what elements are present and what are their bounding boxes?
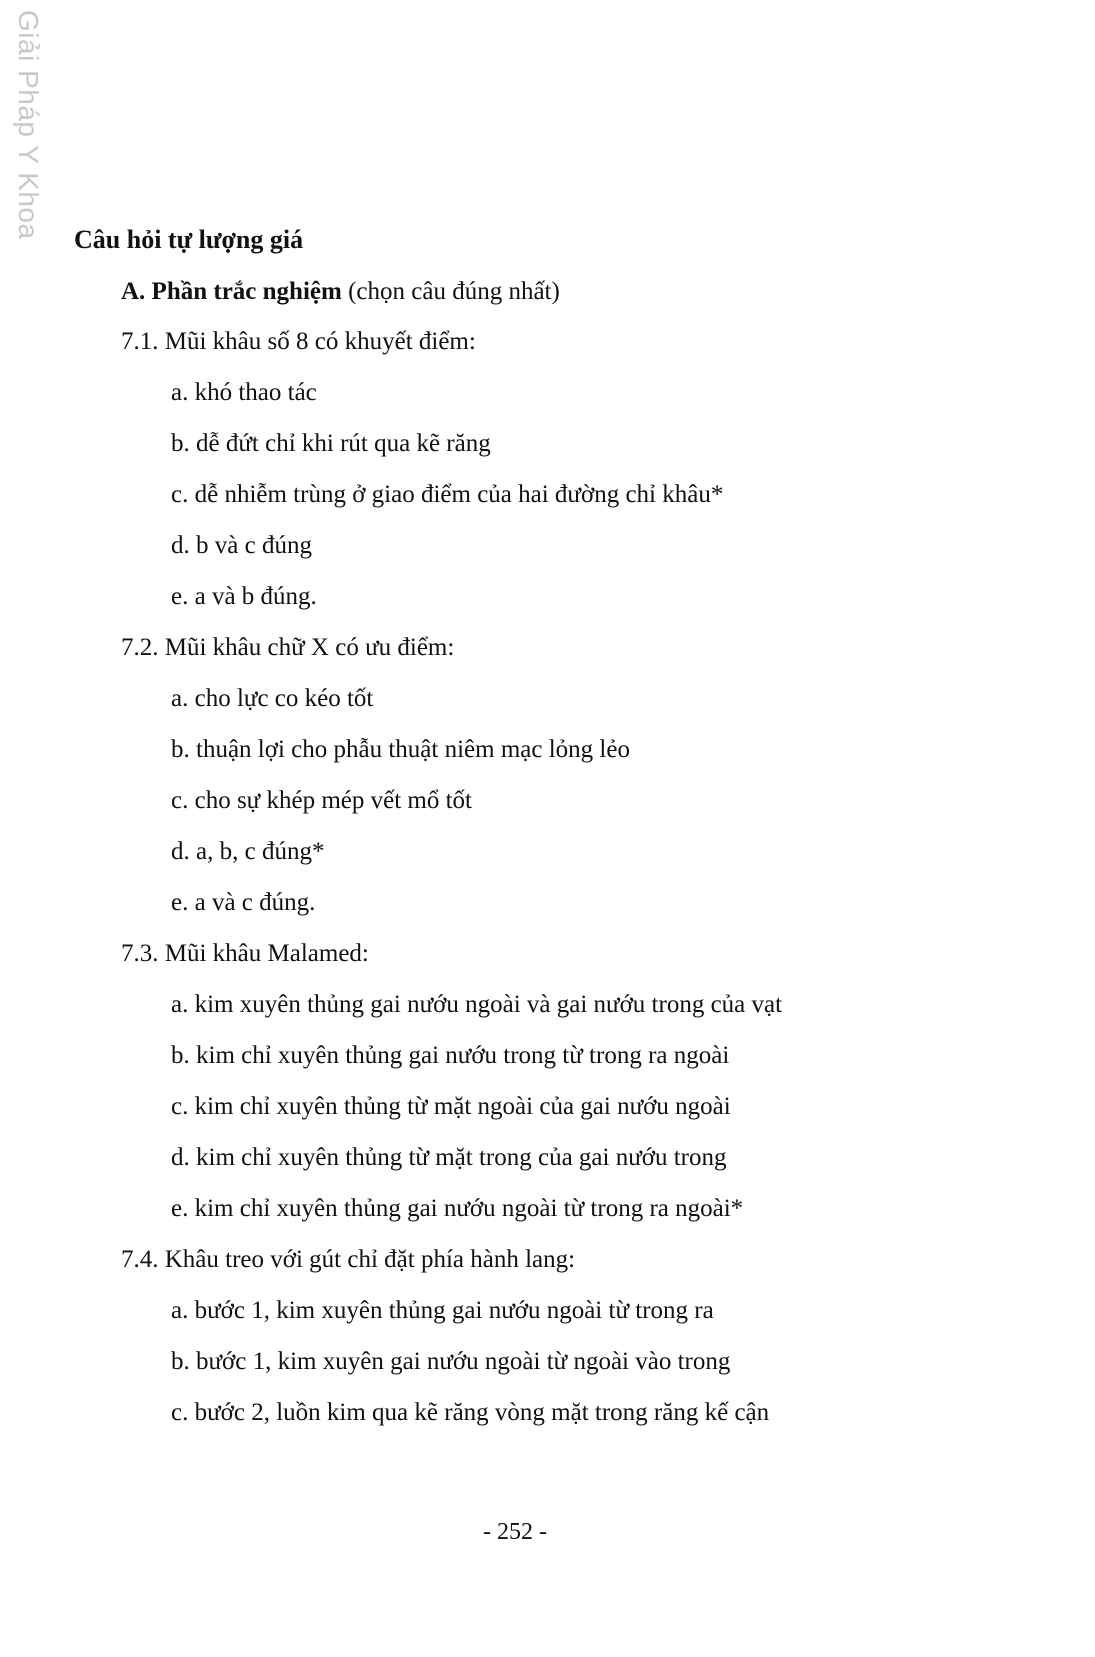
section-title: [121, 277, 560, 307]
question-7-1-option-a: a. khó thao tác: [171, 379, 317, 406]
page-heading: Câu hỏi tự lượng giá: [74, 225, 304, 254]
question-7-4: 7.4. Khâu treo với gút chỉ đặt phía hành lang:: [121, 1246, 576, 1273]
page-number: - 252 -: [483, 1519, 547, 1545]
question-7-3: 7.3. Mũi khâu Malamed:: [121, 940, 369, 967]
question-7-1: 7.1. Mũi khâu số 8 có khuyết điểm:: [121, 328, 476, 355]
question-7-3-option-b: b. kim chỉ xuyên thủng gai nướu trong từ trong ra ngoài: [171, 1042, 730, 1069]
question-7-3-option-a: a. kim xuyên thủng gai nướu ngoài và gai nướu trong của vạt: [171, 991, 783, 1018]
question-7-1-option-b: b. dễ đứt chỉ khi rút qua kẽ răng: [171, 430, 491, 457]
question-7-2-option-a: a. cho lực co kéo tốt: [171, 685, 374, 712]
question-7-2-option-b: b. thuận lợi cho phẫu thuật niêm mạc lỏng lẻo: [171, 736, 630, 763]
question-7-3-option-d: d. kim chỉ xuyên thủng từ mặt trong của gai nướu trong: [171, 1144, 727, 1171]
question-7-2-option-e: e. a và c đúng.: [171, 889, 316, 916]
question-7-1-option-e: e. a và b đúng.: [171, 583, 317, 610]
question-7-4-option-c: c. bước 2, luồn kim qua kẽ răng vòng mặt trong răng kế cận: [171, 1399, 770, 1426]
question-7-2: 7.2. Mũi khâu chữ X có ưu điểm:: [121, 634, 455, 661]
question-7-4-option-a: a. bước 1, kim xuyên thủng gai nướu ngoài từ trong ra: [171, 1297, 714, 1324]
question-7-2-option-c: c. cho sự khép mép vết mổ tốt: [171, 787, 472, 814]
question-7-2-option-d: d. a, b, c đúng*: [171, 838, 325, 865]
watermark-text: Giải Pháp Y Khoa: [13, 10, 44, 240]
section-note: (chọn câu đúng nhất): [348, 278, 560, 305]
question-7-1-option-c: c. dễ nhiễm trùng ở giao điểm của hai đường chỉ khâu*: [171, 481, 724, 508]
section-title-bold: A. Phần trắc nghiệm: [121, 278, 342, 305]
question-7-3-option-c: c. kim chỉ xuyên thủng từ mặt ngoài của gai nướu ngoài: [171, 1093, 731, 1120]
question-7-4-option-b: b. bước 1, kim xuyên gai nướu ngoài từ ngoài vào trong: [171, 1348, 731, 1375]
question-7-1-option-d: d. b và c đúng: [171, 532, 312, 559]
question-7-3-option-e: e. kim chỉ xuyên thủng gai nướu ngoài từ trong ra ngoài*: [171, 1195, 744, 1222]
